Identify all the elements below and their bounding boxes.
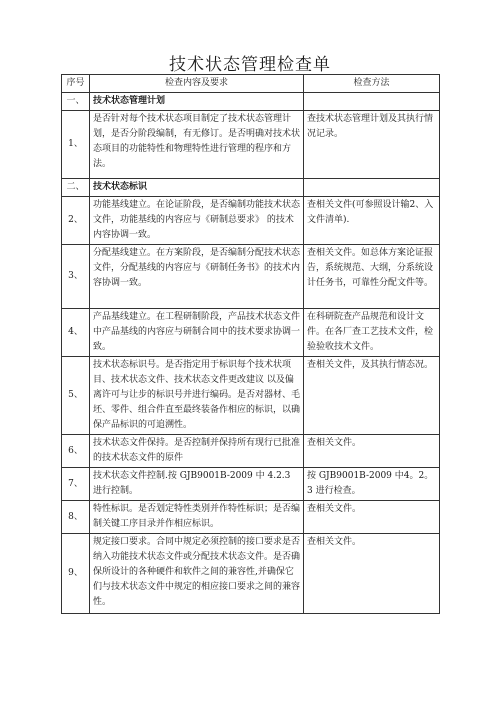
table-row — [62, 534, 440, 614]
check-content: 产品基线建立。在工程研制阶段，产品技术状态文件中产品基线的内容应与研制合同中的技术要求协调一致。 — [90, 309, 304, 357]
check-method — [304, 93, 440, 111]
header-no: 序号 — [62, 75, 90, 93]
check-method: 查相关文件。如总体方案论证报告，系统规范、大纲，分系统设计任务书，可靠性分配文件等。 — [304, 245, 440, 309]
check-method: 查相关文件。 — [304, 501, 440, 534]
row-number: 1、 — [62, 111, 90, 179]
check-method: 在科研院查产品规范和设计文件。在各厂查工艺技术文件，检验验收技术文件。 — [304, 309, 440, 357]
check-method: 查技术状态管理计划及其执行情况记录。 — [304, 111, 440, 179]
check-method — [304, 179, 440, 197]
table-row — [62, 435, 440, 468]
table-row — [62, 357, 440, 435]
table-row — [62, 197, 440, 245]
section-row — [62, 179, 440, 197]
row-number: 8、 — [62, 501, 90, 534]
check-method: 按 GJB9001B-2009 中4。2。3 进行检查。 — [304, 468, 440, 501]
row-number: 二、 — [62, 179, 90, 197]
table-row — [62, 309, 440, 357]
check-content: 特性标识。是否划定特性类别并作特性标识；是否编制关键工序目录并作相应标识。 — [90, 501, 304, 534]
table-row — [62, 468, 440, 501]
row-number: 5、 — [62, 357, 90, 435]
table-row — [62, 501, 440, 534]
table-row — [62, 245, 440, 309]
check-method: 查相关文件。 — [304, 435, 440, 468]
check-content: 技术状态标识号。是否指定用于标识每个技术状项目、技术状态文件、技术状态文件更改建议 以及偏离许可与让步的标识号并进行编码。是否对器材、毛坯、零件、组合件直至最终装备作相应的标识，以确保产品标识的可追溯性。 — [90, 357, 304, 435]
row-number: 4、 — [62, 309, 90, 357]
check-method: 查相关文件。 — [304, 534, 440, 614]
row-number: 2、 — [62, 197, 90, 245]
section-title: 技术状态管理计划 — [90, 93, 304, 111]
check-content: 是否针对每个技术状态项目制定了技术状态管理计划，是否分阶段编制，有无修订。是否明确对技术状态项目的功能特性和物理特性进行管理的程序和方法。 — [90, 111, 304, 179]
page-title: 技术状态管理检查单 — [169, 55, 331, 75]
section-title: 技术状态标识 — [90, 179, 304, 197]
check-content: 技术状态文件保持。是否控制并保持所有现行已批准的技术状态文件的原件 — [90, 435, 304, 468]
row-number: 7、 — [62, 468, 90, 501]
check-content: 功能基线建立。在论证阶段，是否编制功能技术状态文件，功能基线的内容应与《研制总要求》 的技术内容协调一致。 — [90, 197, 304, 245]
row-number: 一、 — [62, 93, 90, 111]
check-content: 分配基线建立。在方案阶段，是否编制分配技术状态文件，分配基线的内容应与《研制任务书》的技术内容协调一致。 — [90, 245, 304, 309]
check-content: 技术状态文件控制.按 GJB9001B-2009 中 4.2.3 进行控制。 — [90, 468, 304, 501]
check-content: 规定接口要求。合同中规定必须控制的接口要求是否纳入功能技术状态文件或分配技术状态文件。是否确保所设计的各种硬件和软件之间的兼容性,并确保它们与技术状态文件中规定的相应接口要求之间的兼容性。 — [90, 534, 304, 614]
header-content: 检查内容及要求 — [90, 75, 304, 93]
section-row — [62, 93, 440, 111]
table-row — [62, 111, 440, 179]
row-number: 6、 — [62, 435, 90, 468]
row-number: 9、 — [62, 534, 90, 614]
checklist-table — [61, 74, 440, 614]
header-method: 检查方法 — [304, 75, 440, 93]
row-number: 3、 — [62, 245, 90, 309]
check-method: 查相关文件，及其执行情态况。 — [304, 357, 440, 435]
check-method: 查相关文件(可参照设计输2、入文件清单). — [304, 197, 440, 245]
table-header-row — [62, 75, 440, 93]
